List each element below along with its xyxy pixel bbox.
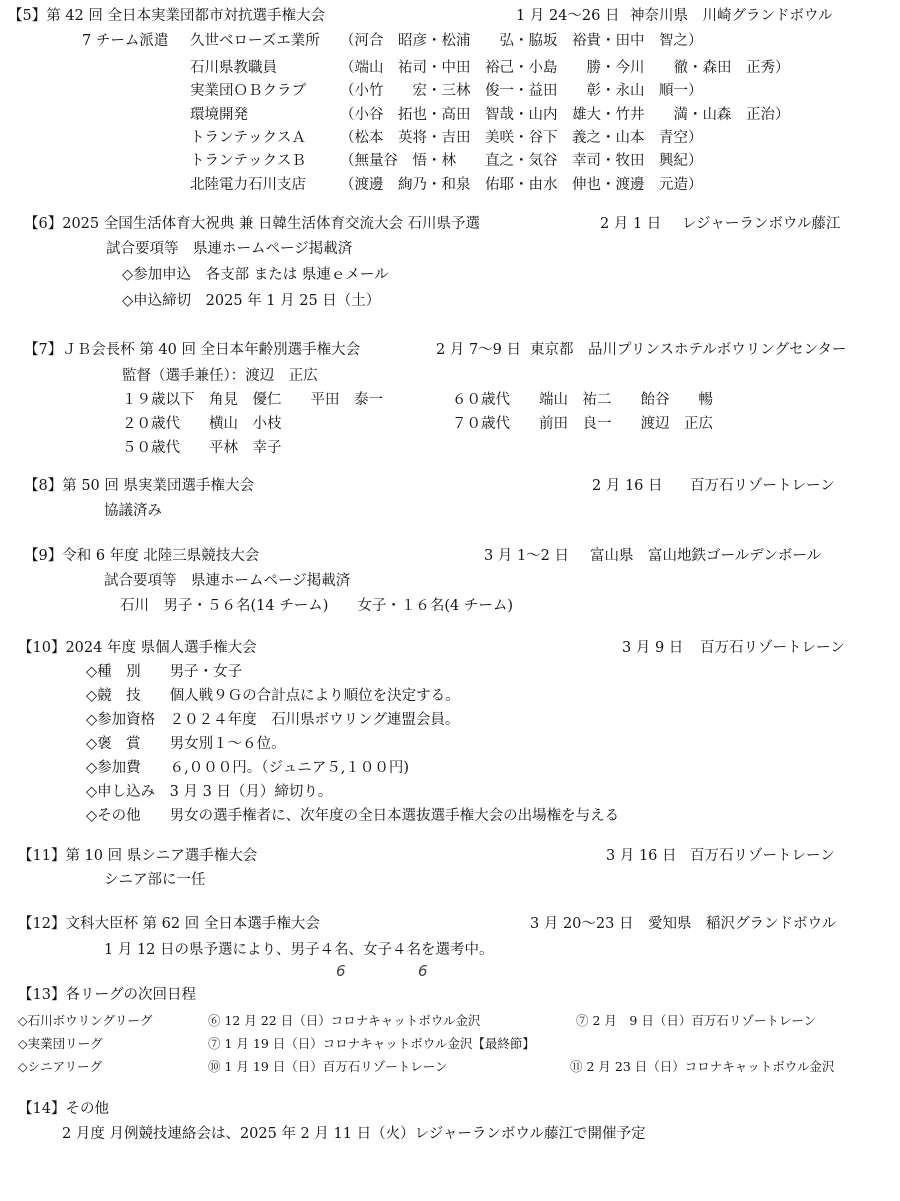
s9-line: 石川 男子・５６名(14 チーム) 女子・１６名(4 チーム) xyxy=(120,598,514,614)
s5-team-name: 環境開発 xyxy=(190,107,248,123)
s5-team-members: （松本 英将・吉田 美咲・谷下 義之・山本 青空） xyxy=(340,130,703,146)
s5-team-name: 石川県教職員 xyxy=(190,60,277,76)
s10-item: ◇競 技 個人戦９Ｇの合計点により順位を決定する。 xyxy=(86,688,460,704)
s6-title: 【6】2025 全国生活体育大祝典 兼 日韓生活体育交流大会 石川県予選 xyxy=(24,216,481,232)
s13-schedule: ⑥ 12 月 22 日（日）コロナキャットボウル金沢 xyxy=(208,1013,481,1028)
s10-place: 百万石リゾートレーン xyxy=(700,640,845,656)
s8-date: 2 月 16 日 xyxy=(592,478,663,494)
s7-player-row: ２０歳代 横山 小枝 xyxy=(122,416,282,432)
s5-date: 1 月 24～26 日 xyxy=(516,8,620,24)
s10-item: ◇参加費 ６,０００円。（ジュニア５,１００円) xyxy=(86,760,409,776)
s7-coach: 監督（選手兼任）：渡辺 正広 xyxy=(122,368,318,384)
handwritten-note: 6 xyxy=(418,962,428,980)
handwritten-note: 6 xyxy=(336,962,346,980)
s10-title: 【10】2024 年度 県個人選手権大会 xyxy=(18,640,257,656)
s5-title: 【5】第 42 回 全日本実業団都市対抗選手権大会 xyxy=(8,8,326,24)
s5-team-members: （無量谷 悟・林 直之・気谷 幸司・牧田 興紀） xyxy=(340,153,703,169)
s5-team-name: トランテックスＢ xyxy=(190,153,306,169)
s12-line: 1 月 12 日の県予選により、男子４名、女子４名を選考中。 xyxy=(104,942,494,958)
s10-item: ◇褒 賞 男女別１～６位。 xyxy=(86,736,286,752)
s9-title: 【9】令和 6 年度 北陸三県競技大会 xyxy=(24,548,260,564)
s5-team-members: （小谷 拓也・高田 智哉・山内 雄大・竹井 満・山森 正治） xyxy=(340,107,790,123)
s5-team-members: （端山 祐司・中田 裕己・小島 勝・今川 徹・森田 正秀） xyxy=(340,60,790,76)
s5-place: 神奈川県 川崎グランドボウル xyxy=(630,8,833,24)
s9-date: 3 月 1～2 日 xyxy=(484,548,570,564)
s11-place: 百万石リゾートレーン xyxy=(690,848,835,864)
s7-place: 東京都 品川プリンスホテルボウリングセンター xyxy=(530,342,847,358)
s8-title: 【8】第 50 回 県実業団選手権大会 xyxy=(24,478,255,494)
s8-place: 百万石リゾートレーン xyxy=(690,478,835,494)
s7-title: 【7】ＪＢ会長杯 第 40 回 全日本年齢別選手権大会 xyxy=(24,342,361,358)
s10-item: ◇その他 男女の選手権者に、次年度の全日本選抜選手権大会の出場権を与える xyxy=(86,808,620,824)
s7-player-row: ７０歳代 前田 良一 渡辺 正広 xyxy=(452,416,713,432)
s13-league: ◇石川ボウリングリーグ xyxy=(18,1013,153,1028)
s6-line: ◇申込締切 2025 年 1 月 25 日（土） xyxy=(122,293,381,309)
s6-date: 2 月 1 日 xyxy=(600,216,662,232)
s13-schedule: ⑦ 1 月 19 日（日）コロナキャットボウル金沢【最終節】 xyxy=(208,1036,535,1051)
s6-line: ◇参加申込 各支部 または 県連ｅメール xyxy=(122,267,389,283)
s11-line: シニア部に一任 xyxy=(104,872,206,888)
s5-team-members: （小竹 宏・三林 俊一・益田 彰・永山 順一） xyxy=(340,83,703,99)
s12-title: 【12】文科大臣杯 第 62 回 全日本選手権大会 xyxy=(18,916,320,932)
s10-item: ◇参加資格 ２０２４年度 石川県ボウリング連盟会員。 xyxy=(86,712,460,728)
s7-date: 2 月 7～9 日 xyxy=(436,342,522,358)
s7-player-row: ６０歳代 端山 祐二 飴谷 暢 xyxy=(452,392,713,408)
s13-schedule: ⑦ 2 月 9 日（日）百万石リゾートレーン xyxy=(576,1013,817,1028)
s9-line: 試合要項等 県連ホームページ掲載済 xyxy=(104,573,351,589)
s11-date: 3 月 16 日 xyxy=(606,848,677,864)
s5-team-members: （渡邊 絢乃・和泉 佑耶・由水 伸也・渡邊 元造） xyxy=(340,177,703,193)
s11-title: 【11】第 10 回 県シニア選手権大会 xyxy=(18,848,258,864)
s12-place: 愛知県 稲沢グランドボウル xyxy=(648,916,837,932)
s5-team-members: （河合 昭彦・松浦 弘・脇坂 裕貴・田中 智之） xyxy=(340,33,703,49)
s7-player-row: ５０歳代 平林 幸子 xyxy=(122,440,282,456)
s14-title: 【14】その他 xyxy=(18,1101,109,1117)
s10-item: ◇種 別 男子・女子 xyxy=(86,664,243,680)
s14-line: 2 月度 月例競技連絡会は、2025 年 2 月 11 日（火）レジャーランボウル藤江で開催予定 xyxy=(62,1126,646,1142)
s13-league: ◇実業団リーグ xyxy=(18,1036,103,1051)
s13-league: ◇シニアリーグ xyxy=(18,1059,103,1074)
s6-line: 試合要項等 県連ホームページ掲載済 xyxy=(106,241,353,257)
s7-player-row: １９歳以下 角見 優仁 平田 泰一 xyxy=(122,392,383,408)
s13-title: 【13】各リーグの次回日程 xyxy=(18,987,196,1003)
s5-dispatch: 7 チーム派遣 xyxy=(82,33,169,49)
s10-item: ◇申し込み 3 月 3 日（月）締切り。 xyxy=(86,784,333,800)
s10-date: 3 月 9 日 xyxy=(622,640,684,656)
s5-team-name: トランテックスＡ xyxy=(190,130,306,146)
s13-schedule: ⑩ 1 月 19 日（日）百万石リゾートレーン xyxy=(208,1059,448,1074)
s8-line: 協議済み xyxy=(104,503,162,519)
s5-team-name: 久世ベローズエ業所 xyxy=(190,33,320,49)
s5-team-name: 北陸電力石川支店 xyxy=(190,177,306,193)
s13-schedule: ⑪ 2 月 23 日（日）コロナキャットボウル金沢 xyxy=(570,1059,835,1074)
s9-place: 富山県 富山地鉄ゴールデンボール xyxy=(590,548,822,564)
s12-date: 3 月 20～23 日 xyxy=(530,916,634,932)
s6-place: レジャーランボウル藤江 xyxy=(682,216,841,232)
s5-team-name: 実業団ＯＢクラブ xyxy=(190,83,306,99)
